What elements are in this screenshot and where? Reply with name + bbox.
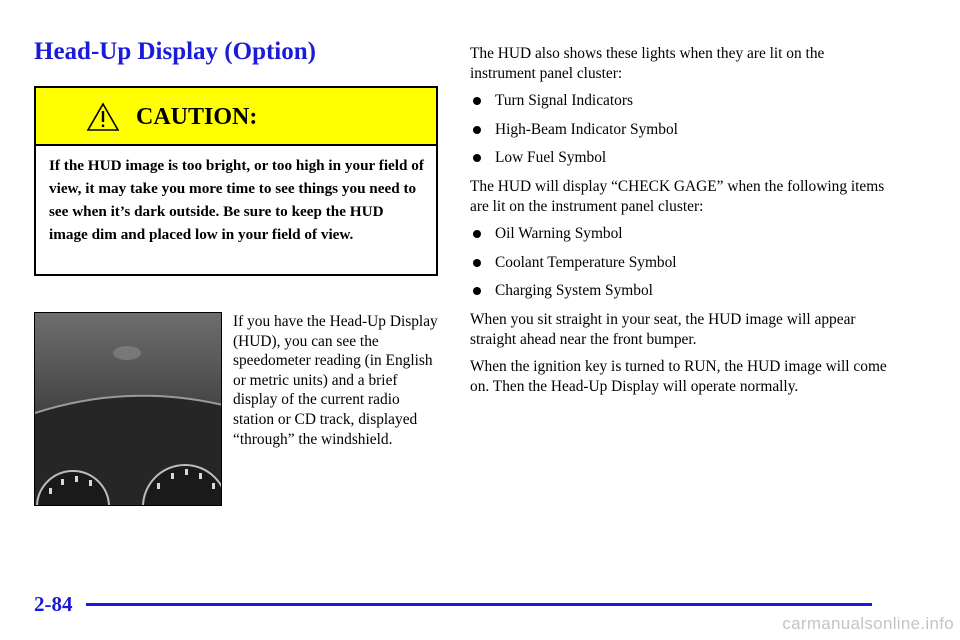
list-item: Charging System Symbol xyxy=(470,281,890,301)
bullet-icon xyxy=(473,259,481,267)
hud-dashboard-illustration xyxy=(35,313,222,506)
right-column xyxy=(470,44,890,404)
bullet-icon xyxy=(473,97,481,105)
footer-rule xyxy=(86,603,872,606)
bullet-icon xyxy=(473,230,481,238)
hud-photo xyxy=(34,312,222,506)
seat-paragraph: When you sit straight in your seat, the HUD image will appear straight ahead near the front bumper. xyxy=(470,310,856,348)
ignition-paragraph: When the ignition key is turned to RUN, the HUD image will come on. Then the Head-Up Display will operate normally. xyxy=(470,358,887,395)
list-item: Turn Signal Indicators xyxy=(470,91,890,111)
caution-label: CAUTION: xyxy=(136,104,258,130)
lights-intro: The HUD also shows these lights when they are lit on the instrument panel cluster: xyxy=(470,45,825,82)
list-item: High-Beam Indicator Symbol xyxy=(470,120,890,140)
caution-text: If the HUD image is too bright, or too high in your field of view, it may take you more time to see things you need to see when it’s dark outside. Be sure to keep the HUD image dim and placed low in your field of view. xyxy=(49,157,424,243)
check-gage-intro: The HUD will display “CHECK GAGE” when the following items are lit on the instrument panel cluster: xyxy=(470,177,885,215)
bullet-icon xyxy=(473,126,481,134)
list-item: Oil Warning Symbol xyxy=(470,224,890,244)
lights-list xyxy=(470,91,890,168)
caution-header xyxy=(36,88,436,146)
bullet-icon xyxy=(473,154,481,162)
check-gage-list xyxy=(470,224,890,301)
page-title: Head-Up Display (Option) xyxy=(34,38,316,65)
list-item: Low Fuel Symbol xyxy=(470,148,890,168)
list-item: Coolant Temperature Symbol xyxy=(470,253,890,273)
warning-triangle-icon xyxy=(86,102,120,132)
bullet-icon xyxy=(473,287,481,295)
watermark: carmanualsonline.info xyxy=(782,614,954,633)
caution-box xyxy=(34,86,438,276)
hud-intro-paragraph: If you have the Head-Up Display (HUD), you can see the speedometer reading (in English or metric units) and a brief display of the current radio station or CD track, displayed “through” the windshield. xyxy=(233,313,438,448)
page-number: 2-84 xyxy=(34,592,73,616)
